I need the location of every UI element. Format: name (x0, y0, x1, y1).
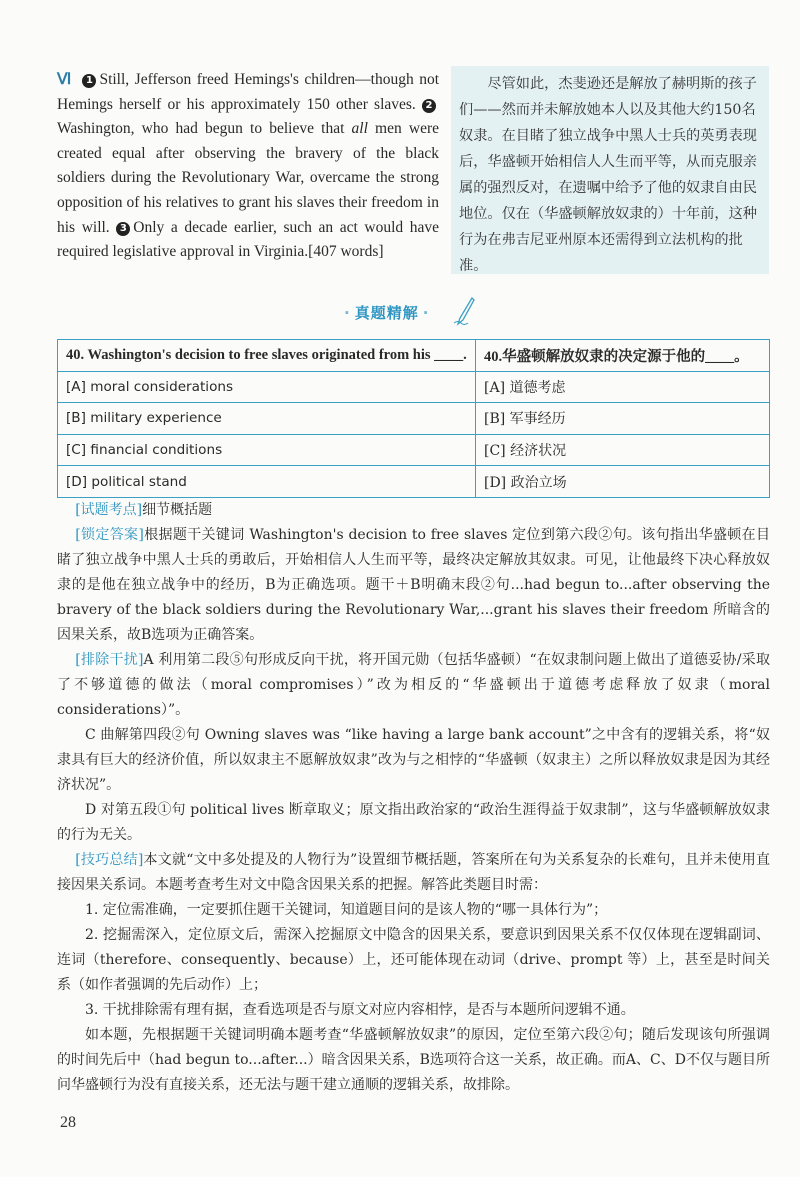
question-stem-zh: 40.华盛顿解放奴隶的决定源于他的____。 (476, 340, 770, 372)
option-row-c (58, 434, 770, 466)
analysis-section (57, 498, 770, 1098)
pen-icon (452, 296, 476, 326)
option-row-d (58, 466, 770, 498)
sentence-marker-3: 3 (116, 222, 130, 236)
sentence-1: Still, Jefferson freed Hemings's children—though not Hemings herself or his approximately 150 other slaves. (57, 71, 440, 113)
option-a-zh: [A] 道德考虑 (476, 371, 770, 403)
option-b-zh: [B] 军事经历 (476, 403, 770, 435)
question-stem-en: 40. Washington's decision to free slaves originated from his ____. (58, 340, 476, 372)
option-c-en: [C] financial conditions (58, 434, 476, 466)
section-title: · 真题精解 · (344, 304, 430, 322)
option-b-en: [B] military experience (58, 403, 476, 435)
sentence-2a: Washington, who had begun to believe that (57, 120, 345, 138)
final-paragraph: 如本题，先根据题干关键词明确本题考查“华盛顿解放奴隶”的原因，定位至第六段②句；随后发现该句所强调的时间先后中（had begun to...after...）暗含因果关系，B选项符合这一关系，故正确。而A、C、D不仅与题目所问华盛顿行为没有直接关系，还无法与题干建立通顺的逻辑关系，故排除。 (57, 1027, 770, 1093)
exam-point (57, 498, 770, 523)
skill-text: 本文就“文中多处提及的人物行为”设置细节概括题，答案所在句为关系复杂的长难句，且并未使用直接因果关系词。本题考查考生对文中隐含因果关系的把握。解答此类题目时需： (57, 852, 771, 893)
skill-paragraph (57, 848, 770, 898)
skill-item-3: 3. 干扰排除需有理有据，查看选项是否与原文对应内容相悖，是否与本题所问逻辑不通。 (85, 1002, 635, 1018)
option-d-en: [D] political stand (58, 466, 476, 498)
translation-box (451, 66, 769, 274)
exam-point-text: 细节概括题 (142, 502, 213, 518)
exclude-paragraph-c: C 曲解第四段②句 Owning slaves was “like having a large bank account”之中含有的逻辑关系，将“奴隶具有巨大的经济价值，所以奴隶主不愿解放奴隶”改为与之相悖的“华盛顿（奴隶主）之所以释放奴隶是因为其经济状况”。 (57, 727, 770, 793)
skill-item-2: 2. 挖掘需深入，定位原文后，需深入挖掘原文中隐含的因果关系，要意识到因果关系不仅仅体现在逻辑副词、连词（therefore、consequently、because）上，还可能体现在动词（drive、prompt 等）上，甚至是时间关系（如作者强调的先后动作）上； (57, 927, 770, 993)
skill-tag: [技巧总结] (75, 852, 144, 868)
section-title-text: 真题精解 (354, 304, 419, 322)
passage-paragraph (57, 68, 439, 265)
sentence-marker-1: 1 (82, 74, 96, 88)
question-table (57, 339, 770, 498)
option-row-a (58, 371, 770, 403)
translation-text: 尽管如此，杰斐逊还是解放了赫明斯的孩子们——然而并未解放她本人以及其他大约150名奴隶。在目睹了独立战争中黑人士兵的英勇表现后，华盛顿开始相信人人生而平等，从而克服亲属的强烈反对，在遗嘱中给予了他的奴隶自由民地位。仅在（华盛顿解放奴隶的）十年前，这种行为在弗吉尼亚州原本还需得到立法机构的批准。 (459, 76, 757, 274)
word-count: [407 words] (308, 243, 384, 261)
paragraph-number: Ⅵ (57, 71, 73, 88)
exclude-tag: [排除干扰] (75, 652, 144, 668)
skill-item-1: 1. 定位需准确，一定要抓住题干关键词，知道题目问的是该人物的“哪一具体行为”； (85, 902, 608, 918)
answer-paragraph (57, 523, 770, 648)
option-a-en: [A] moral considerations (58, 371, 476, 403)
answer-text: 根据题干关键词 Washington's decision to free slaves 定位到第六段②句。该句指出华盛顿在目睹了独立战争中黑人士兵的勇敢后，开始相信人人生而平等，最终决定解放其奴隶。可见，让他最终下决心释放奴隶的是他在独立战争中的经历，B为正确选项。题干＋B明确末段②句...had begun to...after observing the bravery of the black soldiers during the Revolutionary War,...grant his slaves their freedom 所暗含的因果关系，故B选项为正确答案。 (57, 527, 770, 643)
sentence-2b: men were created equal after observing the bravery of the black soldiers during the Revolutionary War, overcame the strong opposition of his relatives to grant his slaves their freedom in his will. (57, 120, 439, 236)
sentence-3: Only a decade earlier, such an act would have required legislative approval in Virginia. (57, 218, 440, 261)
exam-point-tag: [试题考点] (75, 502, 143, 518)
sentence-2-italic: all (351, 120, 368, 138)
answer-tag: [锁定答案] (75, 527, 144, 543)
exclude-paragraph-a (57, 648, 770, 723)
page-number: 28 (60, 1114, 76, 1131)
exclude-paragraph-d: D 对第五段①句 political lives 断章取义；原文指出政治家的“政治生涯得益于奴隶制”，这与华盛顿解放奴隶的行为无关。 (57, 802, 770, 843)
sentence-marker-2: 2 (422, 99, 436, 113)
option-d-zh: [D] 政治立场 (476, 466, 770, 498)
option-c-zh: [C] 经济状况 (476, 434, 770, 466)
question-stem-row (58, 340, 770, 372)
option-row-b (58, 403, 770, 435)
exclude-a-text: A 利用第二段⑤句形成反向干扰，将开国元勋（包括华盛顿）“在奴隶制问题上做出了道德妥协/采取了不够道德的做法（moral compromises）”改为相反的“华盛顿出于道德考虑释放了奴隶（moral considerations）”。 (57, 652, 770, 718)
